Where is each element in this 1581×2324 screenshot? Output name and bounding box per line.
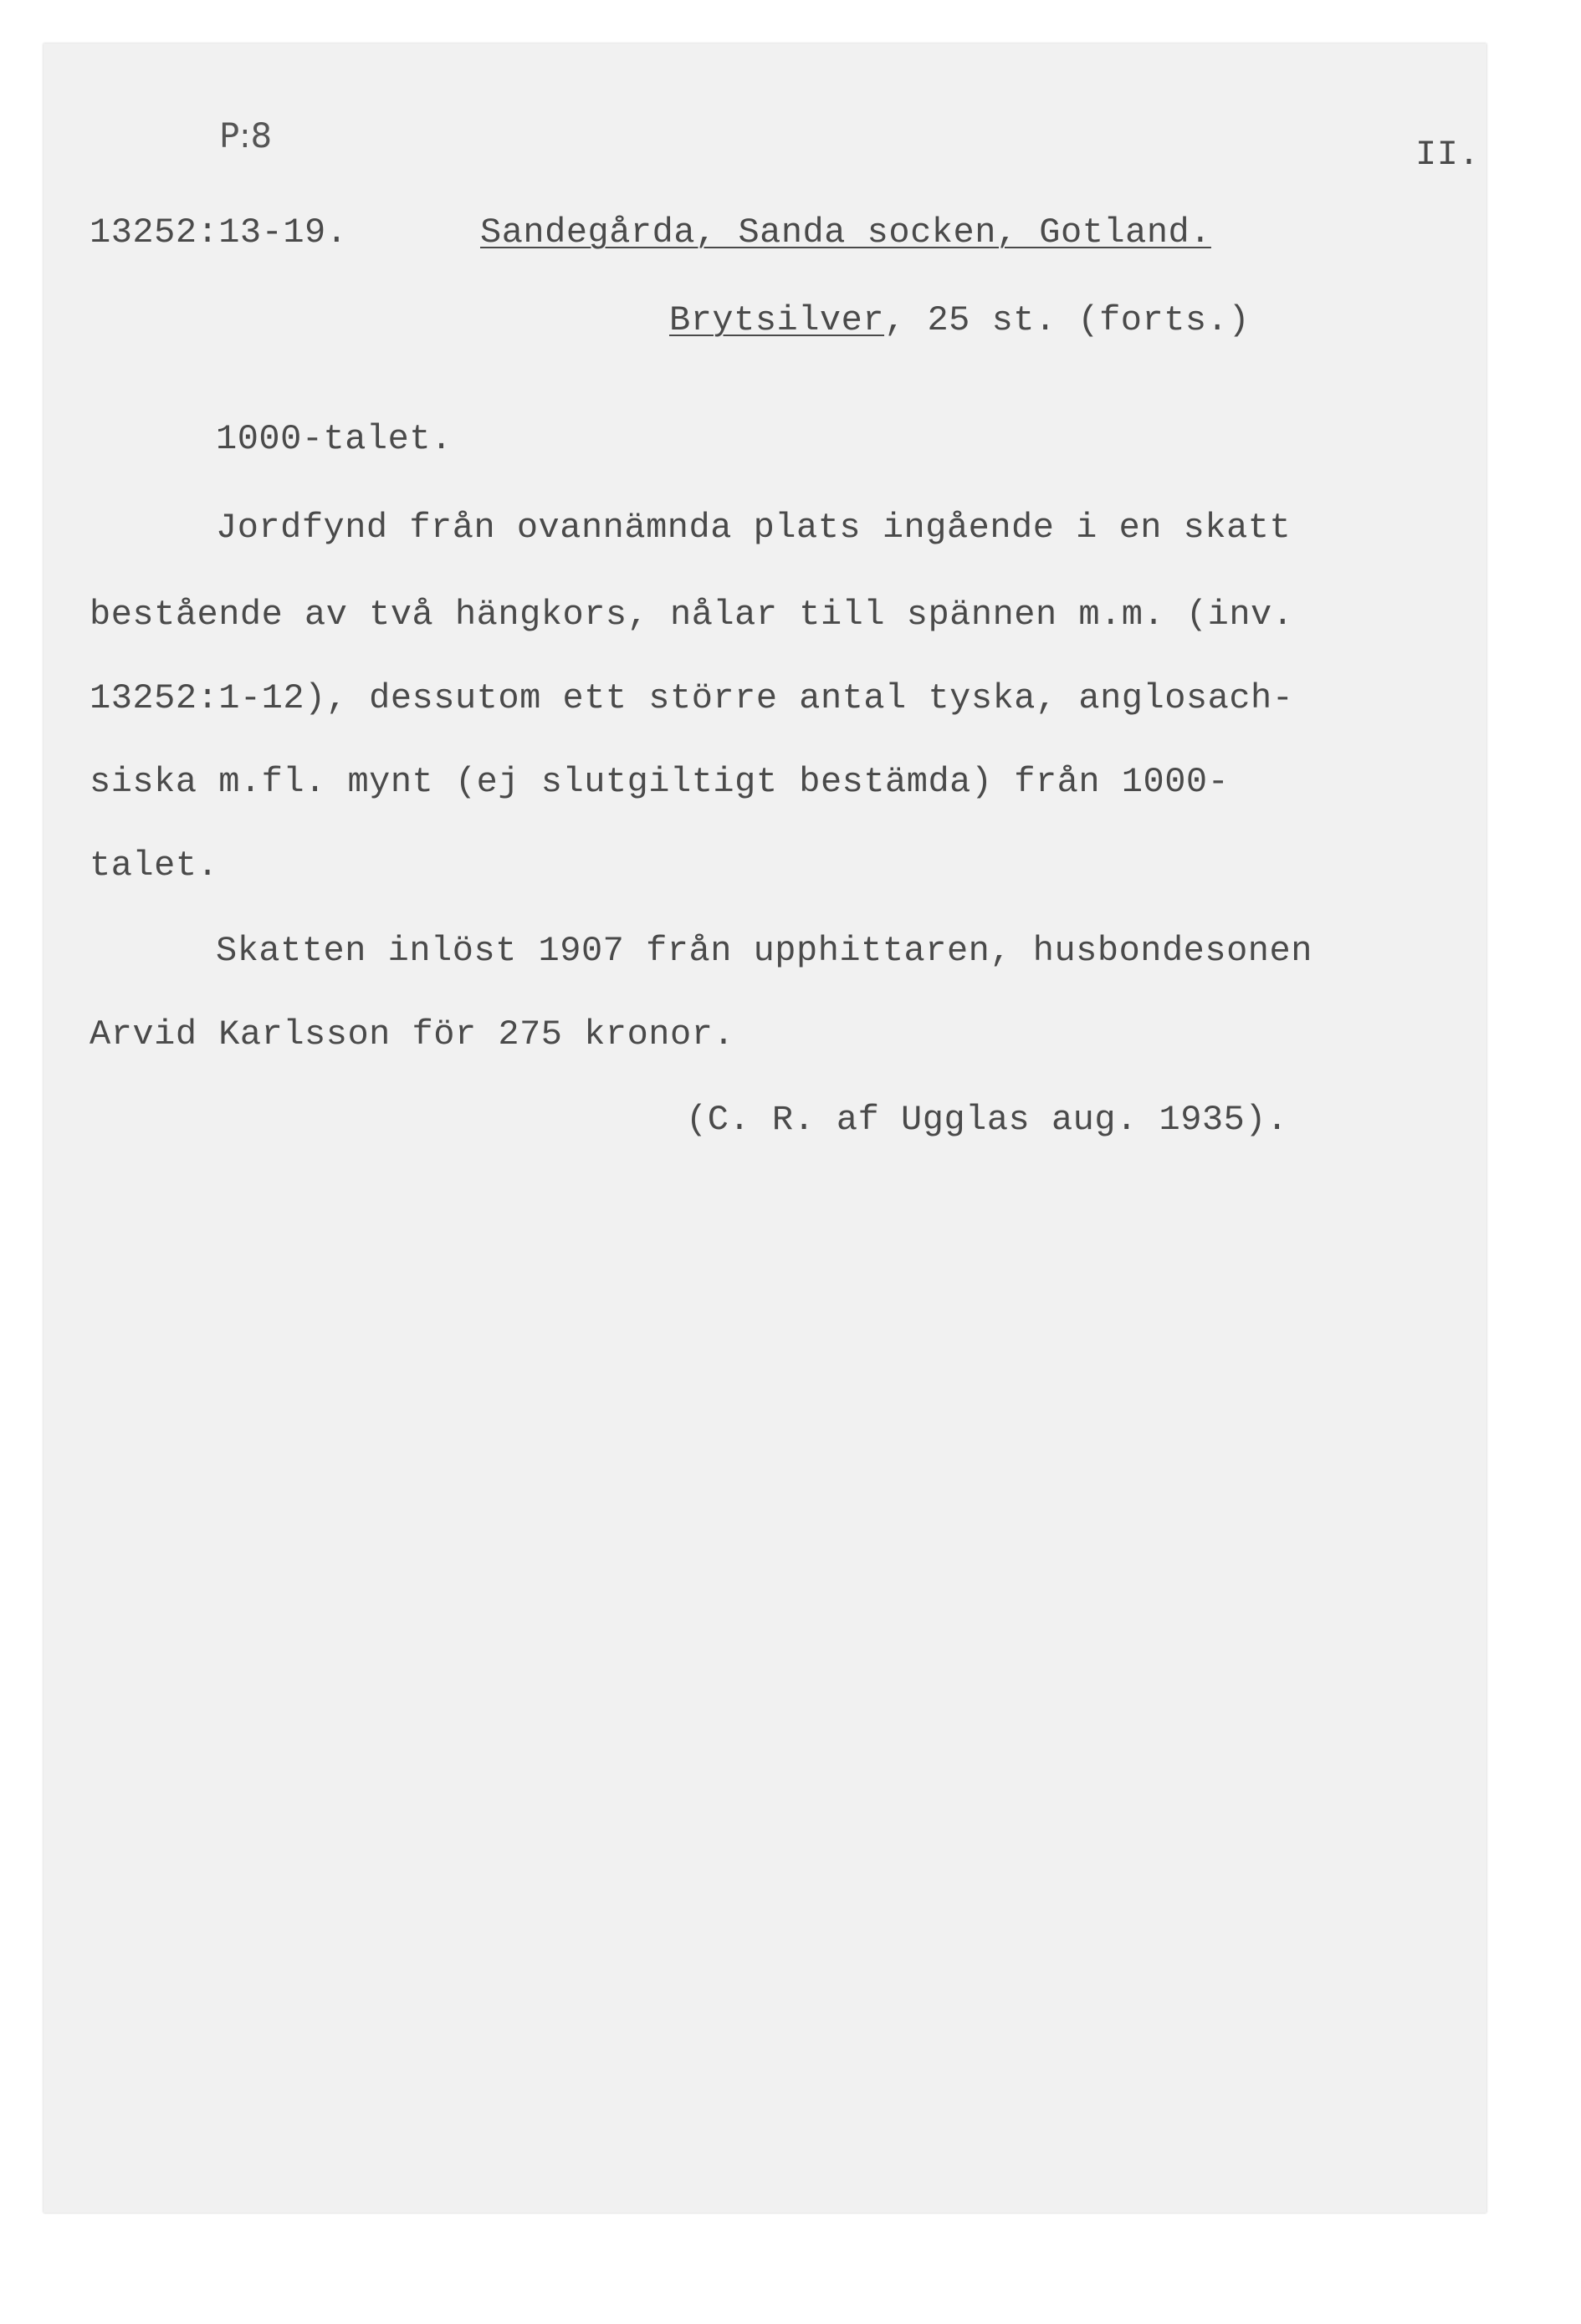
page-number: II.	[1415, 135, 1481, 175]
text-line: talet.	[90, 845, 219, 886]
text-line: siska m.fl. mynt (ej slutgiltigt bestämda) från 1000-	[90, 762, 1230, 802]
find-location: Sandegårda, Sanda socken, Gotland.	[480, 212, 1211, 253]
object-line	[669, 300, 1251, 340]
text-line: Jordfynd från ovannämnda plats ingående i en skatt	[216, 508, 1292, 548]
signature-line: (C. R. af Ugglas aug. 1935).	[686, 1100, 1288, 1140]
catalog-card	[43, 43, 1486, 2213]
text-line: 1000-talet.	[216, 419, 453, 459]
catalog-number: 13252:13-19.	[90, 212, 348, 253]
text-line: 13252:1-12), dessutom ett större antal tyska, anglosach-	[90, 678, 1294, 718]
object-name: Brytsilver	[669, 300, 885, 340]
text-line: bestående av två hängkors, nålar till spännen m.m. (inv.	[90, 595, 1294, 635]
object-suffix: , 25 st. (forts.)	[884, 300, 1251, 340]
handwritten-mark: P:8	[219, 117, 273, 156]
text-line: Skatten inlöst 1907 från upphittaren, husbondesonen	[216, 931, 1312, 971]
text-line: Arvid Karlsson för 275 kronor.	[90, 1014, 735, 1055]
